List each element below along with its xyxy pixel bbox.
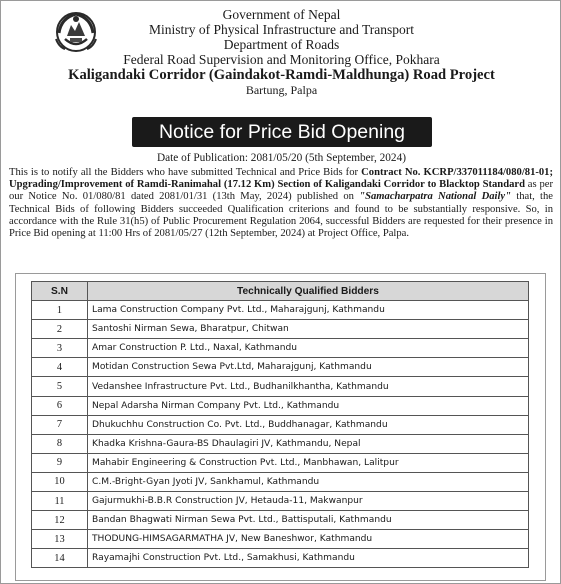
row-sn: 10 bbox=[32, 472, 88, 491]
row-bidder-name: Nepal Adarsha Nirman Company Pvt. Ltd., Kathmandu bbox=[88, 396, 529, 415]
header-ministry: Ministry of Physical Infrastructure and Transport bbox=[148, 22, 415, 37]
table-header-row bbox=[32, 282, 529, 301]
row-sn: 9 bbox=[32, 453, 88, 472]
table-row bbox=[32, 549, 529, 568]
row-bidder-name: Motidan Construction Sewa Pvt.Ltd, Maharajgunj, Kathmandu bbox=[88, 358, 529, 377]
row-bidder-name: Lama Construction Company Pvt. Ltd., Maharajgunj, Kathmandu bbox=[88, 301, 529, 320]
row-bidder-name: Amar Construction P. Ltd., Naxal, Kathmandu bbox=[88, 339, 529, 358]
col-name-header: Technically Qualified Bidders bbox=[88, 282, 529, 301]
row-bidder-name: Vedanshee Infrastructure Pvt. Ltd., Budhanilkhantha, Kathmandu bbox=[88, 377, 529, 396]
body-text-1: This is to notify all the Bidders who have submitted Technical and Price Bids for bbox=[9, 167, 362, 178]
row-sn: 3 bbox=[32, 339, 88, 358]
row-bidder-name: Khadka Krishna-Gaura-BS Dhaulagiri JV, Kathmandu, Nepal bbox=[88, 434, 529, 453]
row-sn: 6 bbox=[32, 396, 88, 415]
header-office: Federal Road Supervision and Monitoring Office, Pokhara bbox=[123, 52, 440, 67]
body-newspaper: "Samacharpatra National Daily" bbox=[359, 191, 511, 203]
body-contract: Contract No. KCRP/337011184/080/81-01; Upgrading/Improvement of Ramdi-Ranimahal (17.12 Km) Section of Kaligandaki Corridor to Blacktop Standard bbox=[9, 167, 554, 191]
row-bidder-name: Rayamajhi Construction Pvt. Ltd., Samakhusi, Kathmandu bbox=[88, 549, 529, 568]
table-row bbox=[32, 320, 529, 339]
letterhead bbox=[1, 7, 561, 98]
table-row bbox=[32, 358, 529, 377]
col-sn-header: S.N bbox=[32, 282, 88, 301]
table-row bbox=[32, 434, 529, 453]
row-sn: 4 bbox=[32, 358, 88, 377]
table-row bbox=[32, 453, 529, 472]
header-location: Bartung, Palpa bbox=[245, 83, 318, 97]
row-sn: 7 bbox=[32, 415, 88, 434]
notice-title-banner: Notice for Price Bid Opening bbox=[132, 117, 432, 147]
row-bidder-name: Dhukuchhu Construction Co. Pvt. Ltd., Buddhanagar, Kathmandu bbox=[88, 415, 529, 434]
table-row bbox=[32, 472, 529, 491]
row-bidder-name: C.M.-Bright-Gyan Jyoti JV, Sankhamul, Kathmandu bbox=[88, 472, 529, 491]
notice-body bbox=[9, 167, 553, 240]
row-bidder-name: Mahabir Engineering & Construction Pvt. Ltd., Manbhawan, Lalitpur bbox=[88, 453, 529, 472]
table-row bbox=[32, 415, 529, 434]
row-sn: 2 bbox=[32, 320, 88, 339]
row-bidder-name: THODUNG-HIMSAGARMATHA JV, New Baneshwor, Kathmandu bbox=[88, 530, 529, 549]
header-department: Department of Roads bbox=[223, 37, 340, 52]
table-row bbox=[32, 339, 529, 358]
table-row bbox=[32, 301, 529, 320]
qualified-bidders-table bbox=[31, 281, 529, 568]
row-sn: 11 bbox=[32, 492, 88, 511]
table-row bbox=[32, 492, 529, 511]
row-bidder-name: Gajurmukhi-B.B.R Construction JV, Hetauda-11, Makwanpur bbox=[88, 492, 529, 511]
body-text-3: that, the Technical Bids of following Bidders succeeded Qualification criterions and found to be substantially responsive. So, in accordance with the Rule 31(h5) of Public Procurement Regulation 2064, successful Bidders are requested for their presence in Price Bid opening at 11:00 Hrs of 2081/05/27 (12th September, 2024) at Project Office, Palpa. bbox=[9, 191, 553, 240]
table-row bbox=[32, 396, 529, 415]
row-sn: 5 bbox=[32, 377, 88, 396]
table-row bbox=[32, 377, 529, 396]
body-text-2: as per our Notice No. 01/080/81 dated 2081/01/31 (13th May, 2024) published on bbox=[9, 179, 553, 203]
header-government: Government of Nepal bbox=[222, 7, 341, 22]
row-sn: 12 bbox=[32, 511, 88, 530]
row-bidder-name: Bandan Bhagwati Nirman Sewa Pvt. Ltd., Battisputali, Kathmandu bbox=[88, 511, 529, 530]
row-sn: 13 bbox=[32, 530, 88, 549]
row-sn: 8 bbox=[32, 434, 88, 453]
publication-date: Date of Publication: 2081/05/20 (5th September, 2024) bbox=[157, 152, 406, 164]
header-project: Kaligandaki Corridor (Gaindakot-Ramdi-Maldhunga) Road Project bbox=[68, 67, 495, 83]
row-sn: 1 bbox=[32, 301, 88, 320]
row-bidder-name: Santoshi Nirman Sewa, Bharatpur, Chitwan bbox=[88, 320, 529, 339]
table-row bbox=[32, 530, 529, 549]
row-sn: 14 bbox=[32, 549, 88, 568]
table-row bbox=[32, 511, 529, 530]
